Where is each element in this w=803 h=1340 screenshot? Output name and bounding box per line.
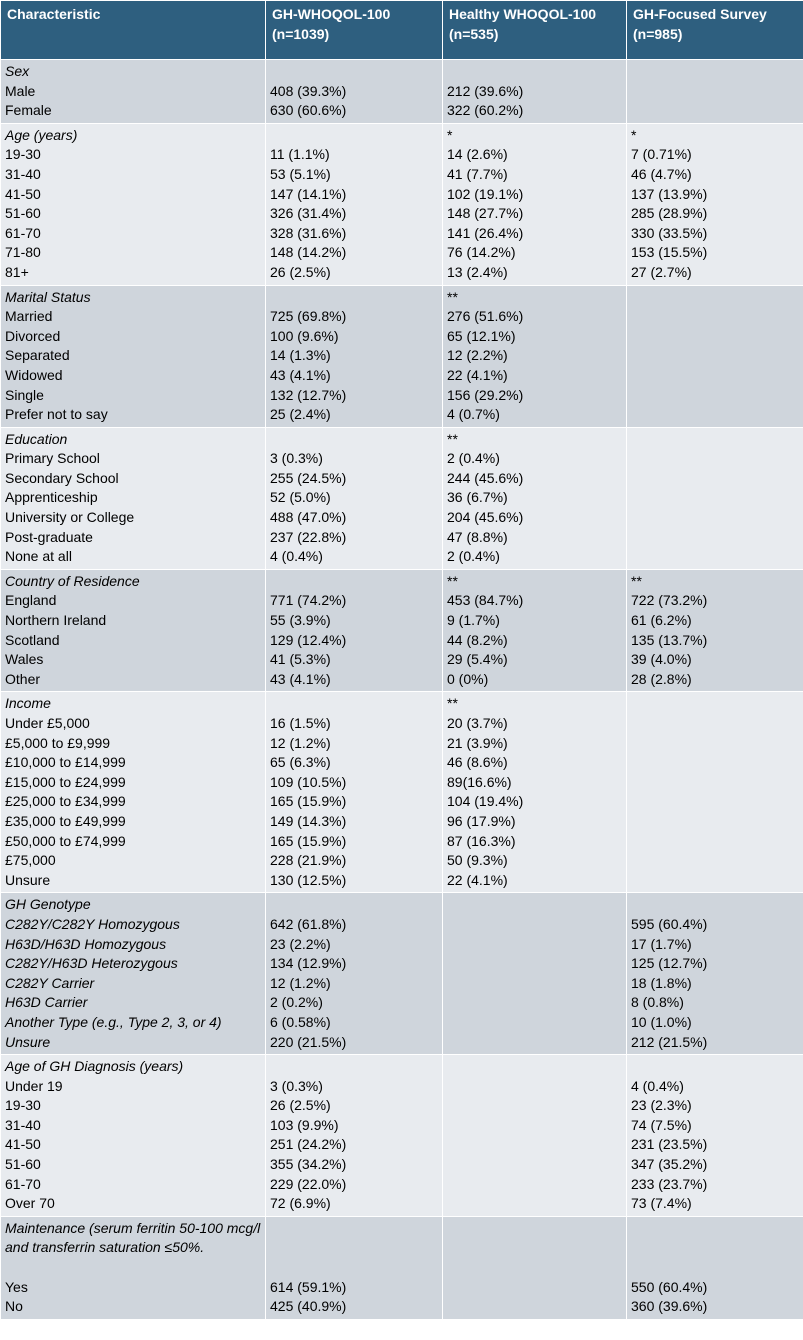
gh-focused-value: 233 (23.7%) <box>631 1175 708 1192</box>
row-label: 51-60 <box>5 205 41 222</box>
gh-whoqol-value: 43 (4.1%) <box>270 366 331 383</box>
gh-focused-value: 135 (13.7%) <box>631 631 708 648</box>
gh-whoqol-cell <box>266 569 443 692</box>
row-label: £15,000 to £24,999 <box>5 773 126 790</box>
group-row <box>1 1055 803 1217</box>
gh-focused-value: 23 (2.3%) <box>631 1097 692 1114</box>
gh-whoqol-value: 53 (5.1%) <box>270 165 331 182</box>
gh-focused-value: 73 (7.4%) <box>631 1195 692 1212</box>
header-line: Healthy WHOQOL-100 <box>449 6 597 22</box>
gh-focused-value <box>631 346 799 366</box>
gh-whoqol-value: 488 (47.0%) <box>270 509 347 526</box>
row-label: H63D/H63D Homozygous <box>5 935 167 952</box>
gh-whoqol-value: 25 (2.4%) <box>270 406 331 423</box>
healthy-whoqol-value <box>447 954 622 974</box>
row-label: Other <box>5 670 41 687</box>
gh-focused-value <box>631 792 799 812</box>
gh-focused-value: 330 (33.5%) <box>631 224 708 241</box>
healthy-whoqol-cell <box>443 123 627 285</box>
healthy-whoqol-value: 44 (8.2%) <box>447 631 508 648</box>
row-label: England <box>5 592 57 609</box>
header-line: Characteristic <box>7 6 101 22</box>
gh-whoqol-value: 100 (9.6%) <box>270 327 339 344</box>
healthy-whoqol-value <box>447 1278 622 1298</box>
row-label: Male <box>5 82 36 99</box>
characteristic-cell <box>1 123 266 285</box>
spacer <box>447 1219 622 1278</box>
gh-whoqol-value: 109 (10.5%) <box>270 773 347 790</box>
gh-whoqol-value: 229 (22.0%) <box>270 1175 347 1192</box>
gh-focused-cell <box>627 123 803 285</box>
group-title: Maintenance (serum ferritin 50-100 mcg/l and transferrin saturation ≤50%. <box>5 1219 261 1256</box>
healthy-whoqol-value <box>447 1175 622 1195</box>
gh-focused-value <box>631 851 799 871</box>
gh-focused-value <box>631 508 799 528</box>
healthy-whoqol-value: 322 (60.2%) <box>447 102 524 119</box>
gh-focused-value: 18 (1.8%) <box>631 974 692 991</box>
group-row <box>1 123 803 285</box>
healthy-whoqol-value: 104 (19.4%) <box>447 793 524 810</box>
row-label: University or College <box>5 509 135 526</box>
healthy-whoqol-value: 21 (3.9%) <box>447 734 508 751</box>
healthy-whoqol-value: 141 (26.4%) <box>447 224 524 241</box>
row-label: C282Y Carrier <box>5 974 95 991</box>
row-label: 19-30 <box>5 146 41 163</box>
healthy-whoqol-value: 96 (17.9%) <box>447 812 516 829</box>
healthy-whoqol-value <box>447 1155 622 1175</box>
characteristic-cell <box>1 1216 266 1319</box>
row-label: 41-50 <box>5 185 41 202</box>
spacer <box>270 288 438 308</box>
healthy-whoqol-cell <box>443 569 627 692</box>
gh-focused-cell <box>627 427 803 569</box>
gh-whoqol-value: 6 (0.58%) <box>270 1013 331 1030</box>
gh-focused-value <box>631 753 799 773</box>
gh-focused-value: 17 (1.7%) <box>631 935 692 952</box>
spacer <box>270 62 438 82</box>
row-label: 41-50 <box>5 1136 41 1153</box>
healthy-whoqol-cell <box>443 893 627 1055</box>
row-label: Married <box>5 308 53 325</box>
row-label: 81+ <box>5 263 29 280</box>
healthy-whoqol-value <box>447 1077 622 1097</box>
gh-focused-cell <box>627 285 803 427</box>
row-label: Apprenticeship <box>5 489 98 506</box>
row-label: C282Y/H63D Heterozygous <box>5 955 178 972</box>
spacer <box>270 572 438 592</box>
healthy-whoqol-value: 50 (9.3%) <box>447 852 508 869</box>
header-gh-whoqol <box>266 1 443 60</box>
gh-whoqol-value: 614 (59.1%) <box>270 1278 347 1295</box>
healthy-whoqol-value: 453 (84.7%) <box>447 592 524 609</box>
group-row <box>1 569 803 692</box>
group-title: GH Genotype <box>5 896 91 913</box>
gh-focused-value: 595 (60.4%) <box>631 915 708 932</box>
gh-focused-value <box>631 832 799 852</box>
gh-focused-value <box>631 714 799 734</box>
healthy-whoqol-cell <box>443 427 627 569</box>
gh-focused-cell <box>627 60 803 124</box>
row-label: C282Y/C282Y Homozygous <box>5 915 180 932</box>
significance-marker <box>631 430 799 450</box>
row-label: £35,000 to £49,999 <box>5 812 126 829</box>
group-title: Education <box>5 430 68 447</box>
gh-whoqol-value: 3 (0.3%) <box>270 450 323 467</box>
row-label: Secondary School <box>5 469 119 486</box>
gh-focused-value: 212 (21.5%) <box>631 1033 708 1050</box>
row-label: £25,000 to £34,999 <box>5 793 126 810</box>
row-label: Female <box>5 102 52 119</box>
significance-marker <box>447 895 622 915</box>
healthy-whoqol-value: 12 (2.2%) <box>447 347 508 364</box>
healthy-whoqol-value: 22 (4.1%) <box>447 366 508 383</box>
gh-whoqol-value: 12 (1.2%) <box>270 734 331 751</box>
gh-whoqol-value: 425 (40.9%) <box>270 1298 347 1315</box>
gh-focused-value: 61 (6.2%) <box>631 612 692 629</box>
group-row <box>1 427 803 569</box>
healthy-whoqol-value: 13 (2.4%) <box>447 263 508 280</box>
gh-focused-value: 46 (4.7%) <box>631 165 692 182</box>
gh-whoqol-value: 52 (5.0%) <box>270 489 331 506</box>
gh-focused-value: 153 (15.5%) <box>631 244 708 261</box>
gh-whoqol-value: 103 (9.9%) <box>270 1116 339 1133</box>
gh-focused-value <box>631 405 799 425</box>
gh-whoqol-value: 642 (61.8%) <box>270 915 347 932</box>
gh-whoqol-value: 725 (69.8%) <box>270 308 347 325</box>
gh-focused-value <box>631 488 799 508</box>
healthy-whoqol-value <box>447 974 622 994</box>
gh-whoqol-value: 408 (39.3%) <box>270 82 347 99</box>
significance-marker: ** <box>447 430 458 447</box>
healthy-whoqol-value: 36 (6.7%) <box>447 489 508 506</box>
spacer <box>270 895 438 915</box>
gh-whoqol-value: 148 (14.2%) <box>270 244 347 261</box>
gh-whoqol-value: 2 (0.2%) <box>270 994 323 1011</box>
gh-whoqol-cell <box>266 285 443 427</box>
group-row <box>1 60 803 124</box>
group-title: Sex <box>5 63 30 79</box>
gh-whoqol-value: 43 (4.1%) <box>270 670 331 687</box>
gh-whoqol-value: 165 (15.9%) <box>270 832 347 849</box>
header-line: (n=1039) <box>272 25 330 42</box>
healthy-whoqol-value: 89(16.6%) <box>447 773 512 790</box>
gh-whoqol-value: 72 (6.9%) <box>270 1195 331 1212</box>
healthy-whoqol-value: 276 (51.6%) <box>447 308 524 325</box>
healthy-whoqol-value <box>447 1297 622 1317</box>
healthy-whoqol-value <box>447 1135 622 1155</box>
characteristic-cell <box>1 60 266 124</box>
gh-whoqol-value: 3 (0.3%) <box>270 1077 323 1094</box>
gh-whoqol-value: 147 (14.1%) <box>270 185 347 202</box>
group-row <box>1 893 803 1055</box>
healthy-whoqol-value <box>447 915 622 935</box>
row-label: No <box>5 1298 23 1315</box>
row-label: Scotland <box>5 631 60 648</box>
healthy-whoqol-value <box>447 1116 622 1136</box>
row-label: 31-40 <box>5 165 41 182</box>
gh-whoqol-value: 220 (21.5%) <box>270 1033 347 1050</box>
characteristic-cell <box>1 1055 266 1217</box>
significance-marker <box>447 1057 622 1077</box>
healthy-whoqol-cell <box>443 1216 627 1319</box>
gh-whoqol-value: 237 (22.8%) <box>270 528 347 545</box>
gh-whoqol-value: 130 (12.5%) <box>270 871 347 888</box>
characteristic-cell <box>1 285 266 427</box>
gh-whoqol-cell <box>266 60 443 124</box>
row-label: Single <box>5 386 44 403</box>
significance-marker: * <box>631 126 637 143</box>
healthy-whoqol-value: 244 (45.6%) <box>447 469 524 486</box>
gh-focused-cell <box>627 692 803 893</box>
header-line: GH-Focused Survey <box>633 6 767 22</box>
gh-focused-value <box>631 327 799 347</box>
row-label: Northern Ireland <box>5 612 107 629</box>
healthy-whoqol-value: 2 (0.4%) <box>447 548 500 565</box>
row-label: Unsure <box>5 1033 51 1050</box>
healthy-whoqol-cell <box>443 692 627 893</box>
healthy-whoqol-value <box>447 1096 622 1116</box>
gh-focused-value <box>631 307 799 327</box>
gh-focused-value <box>631 101 799 121</box>
healthy-whoqol-cell <box>443 60 627 124</box>
group-title: Country of Residence <box>5 572 140 589</box>
gh-whoqol-cell <box>266 427 443 569</box>
row-label: Yes <box>5 1278 28 1295</box>
row-label: £50,000 to £74,999 <box>5 832 126 849</box>
gh-focused-cell <box>627 893 803 1055</box>
gh-whoqol-value: 14 (1.3%) <box>270 347 331 364</box>
gh-whoqol-cell <box>266 893 443 1055</box>
significance-marker: ** <box>447 572 458 589</box>
row-label: Widowed <box>5 366 63 383</box>
gh-focused-value: 7 (0.71%) <box>631 146 692 163</box>
row-label: Under 19 <box>5 1077 63 1094</box>
header-line: (n=535) <box>449 25 499 42</box>
row-label: H63D Carrier <box>5 994 88 1011</box>
gh-focused-value: 137 (13.9%) <box>631 185 708 202</box>
group-row <box>1 285 803 427</box>
healthy-whoqol-value: 9 (1.7%) <box>447 612 500 629</box>
gh-whoqol-value: 12 (1.2%) <box>270 974 331 991</box>
gh-focused-value: 231 (23.5%) <box>631 1136 708 1153</box>
group-row <box>1 692 803 893</box>
gh-whoqol-value: 165 (15.9%) <box>270 793 347 810</box>
significance-marker <box>447 62 622 82</box>
healthy-whoqol-value <box>447 1033 622 1053</box>
characteristic-cell <box>1 893 266 1055</box>
gh-whoqol-value: 23 (2.2%) <box>270 935 331 952</box>
gh-focused-value: 10 (1.0%) <box>631 1013 692 1030</box>
group-row <box>1 1216 803 1319</box>
header-characteristic <box>1 1 266 60</box>
healthy-whoqol-value: 212 (39.6%) <box>447 82 524 99</box>
row-label: £10,000 to £14,999 <box>5 754 126 771</box>
healthy-whoqol-value <box>447 935 622 955</box>
healthy-whoqol-value: 76 (14.2%) <box>447 244 516 261</box>
row-label: Wales <box>5 651 44 668</box>
row-label: 31-40 <box>5 1116 41 1133</box>
gh-focused-value: 4 (0.4%) <box>631 1077 684 1094</box>
gh-focused-value <box>631 82 799 102</box>
spacer <box>270 430 438 450</box>
gh-focused-value: 360 (39.6%) <box>631 1298 708 1315</box>
significance-marker <box>631 1057 799 1077</box>
characteristic-cell <box>1 569 266 692</box>
gh-focused-value <box>631 366 799 386</box>
significance-marker <box>631 288 799 308</box>
significance-marker <box>631 62 799 82</box>
gh-whoqol-value: 630 (60.6%) <box>270 102 347 119</box>
healthy-whoqol-value: 14 (2.6%) <box>447 146 508 163</box>
gh-whoqol-cell <box>266 123 443 285</box>
significance-marker: * <box>447 126 453 143</box>
gh-whoqol-value: 149 (14.3%) <box>270 812 347 829</box>
gh-focused-value: 285 (28.9%) <box>631 205 708 222</box>
healthy-whoqol-value: 156 (29.2%) <box>447 386 524 403</box>
gh-focused-value <box>631 449 799 469</box>
group-title: Age of GH Diagnosis (years) <box>5 1058 184 1075</box>
gh-focused-cell <box>627 569 803 692</box>
healthy-whoqol-value: 47 (8.8%) <box>447 528 508 545</box>
gh-focused-value <box>631 812 799 832</box>
gh-whoqol-value: 129 (12.4%) <box>270 631 347 648</box>
gh-focused-cell <box>627 1216 803 1319</box>
group-title: Income <box>5 695 51 712</box>
gh-whoqol-value: 326 (31.4%) <box>270 205 347 222</box>
gh-whoqol-value: 132 (12.7%) <box>270 386 347 403</box>
healthy-whoqol-value <box>447 1013 622 1033</box>
gh-focused-value <box>631 547 799 567</box>
spacer <box>631 1219 799 1278</box>
row-label: Divorced <box>5 327 61 344</box>
healthy-whoqol-cell <box>443 1055 627 1217</box>
row-label: Primary School <box>5 450 100 467</box>
healthy-whoqol-value: 0 (0%) <box>447 670 489 687</box>
gh-focused-value: 347 (35.2%) <box>631 1156 708 1173</box>
gh-focused-value: 28 (2.8%) <box>631 670 692 687</box>
row-label: Over 70 <box>5 1195 55 1212</box>
gh-whoqol-value: 251 (24.2%) <box>270 1136 347 1153</box>
characteristic-cell <box>1 692 266 893</box>
gh-focused-value: 74 (7.5%) <box>631 1116 692 1133</box>
significance-marker: ** <box>447 288 458 305</box>
group-title: Age (years) <box>5 126 78 143</box>
gh-focused-value <box>631 773 799 793</box>
row-label: Unsure <box>5 871 51 888</box>
gh-focused-cell <box>627 1055 803 1217</box>
header-line: GH-WHOQOL-100 <box>272 6 391 22</box>
gh-whoqol-value: 11 (1.1%) <box>270 146 330 163</box>
row-label: Under £5,000 <box>5 715 90 731</box>
healthy-whoqol-value: 65 (12.1%) <box>447 327 516 344</box>
row-label: Prefer not to say <box>5 406 108 423</box>
gh-focused-value: 125 (12.7%) <box>631 955 708 972</box>
gh-focused-value: 722 (73.2%) <box>631 592 708 609</box>
healthy-whoqol-value: 87 (16.3%) <box>447 832 516 849</box>
gh-focused-value: 39 (4.0%) <box>631 651 692 668</box>
row-label: Post-graduate <box>5 528 93 545</box>
spacer <box>270 1057 438 1077</box>
row-label: 51-60 <box>5 1156 41 1173</box>
gh-whoqol-value: 55 (3.9%) <box>270 612 331 629</box>
gh-whoqol-cell <box>266 1055 443 1217</box>
row-label: Another Type (e.g., Type 2, 3, or 4) <box>5 1013 222 1030</box>
characteristic-cell <box>1 427 266 569</box>
row-label: None at all <box>5 548 72 565</box>
gh-focused-value: 550 (60.4%) <box>631 1278 708 1295</box>
gh-whoqol-value: 26 (2.5%) <box>270 263 331 280</box>
healthy-whoqol-value: 2 (0.4%) <box>447 450 500 467</box>
row-label: £75,000 <box>5 852 56 869</box>
gh-whoqol-cell <box>266 692 443 893</box>
healthy-whoqol-value <box>447 993 622 1013</box>
group-title: Marital Status <box>5 288 91 305</box>
significance-marker <box>631 895 799 915</box>
gh-whoqol-value: 255 (24.5%) <box>270 469 347 486</box>
gh-focused-value: 8 (0.8%) <box>631 994 684 1011</box>
spacer <box>270 126 438 146</box>
gh-whoqol-value: 228 (21.9%) <box>270 852 347 869</box>
row-label: 61-70 <box>5 1175 41 1192</box>
healthy-whoqol-value: 22 (4.1%) <box>447 871 508 888</box>
gh-focused-value <box>631 528 799 548</box>
gh-whoqol-value: 355 (34.2%) <box>270 1156 347 1173</box>
gh-whoqol-value: 26 (2.5%) <box>270 1097 331 1114</box>
gh-focused-value <box>631 871 799 891</box>
healthy-whoqol-cell <box>443 285 627 427</box>
header-healthy-whoqol <box>443 1 627 60</box>
healthy-whoqol-value: 4 (0.7%) <box>447 406 500 423</box>
row-label: 71-80 <box>5 244 41 261</box>
healthy-whoqol-value: 204 (45.6%) <box>447 509 524 526</box>
spacer <box>270 1219 438 1278</box>
healthy-whoqol-value: 29 (5.4%) <box>447 651 508 668</box>
gh-whoqol-value: 65 (6.3%) <box>270 754 331 771</box>
gh-whoqol-value: 4 (0.4%) <box>270 548 323 565</box>
row-label: Separated <box>5 347 70 364</box>
gh-whoqol-cell <box>266 1216 443 1319</box>
gh-focused-value <box>631 734 799 754</box>
header-line: (n=985) <box>633 25 683 42</box>
healthy-whoqol-value: 102 (19.1%) <box>447 185 524 202</box>
significance-marker <box>631 694 799 714</box>
header-gh-focused <box>627 1 803 60</box>
gh-whoqol-value: 771 (74.2%) <box>270 592 347 609</box>
gh-whoqol-value: 134 (12.9%) <box>270 955 347 972</box>
healthy-whoqol-value: 148 (27.7%) <box>447 205 524 222</box>
row-label: 61-70 <box>5 224 41 241</box>
gh-focused-value <box>631 386 799 406</box>
healthy-whoqol-value: 41 (7.7%) <box>447 165 508 182</box>
gh-whoqol-value: 41 (5.3%) <box>270 651 331 668</box>
spacer <box>270 694 438 714</box>
row-label: 19-30 <box>5 1097 41 1114</box>
healthy-whoqol-value: 20 (3.7%) <box>447 715 508 731</box>
healthy-whoqol-value <box>447 1194 622 1214</box>
healthy-whoqol-value: 46 (8.6%) <box>447 754 508 771</box>
gh-whoqol-value: 16 (1.5%) <box>270 715 331 731</box>
header-row <box>1 1 803 60</box>
gh-whoqol-value: 328 (31.6%) <box>270 224 347 241</box>
significance-marker: ** <box>631 572 642 589</box>
row-label: £5,000 to £9,999 <box>5 734 111 751</box>
gh-focused-value <box>631 469 799 489</box>
significance-marker: ** <box>447 695 458 712</box>
gh-focused-value: 27 (2.7%) <box>631 263 692 280</box>
